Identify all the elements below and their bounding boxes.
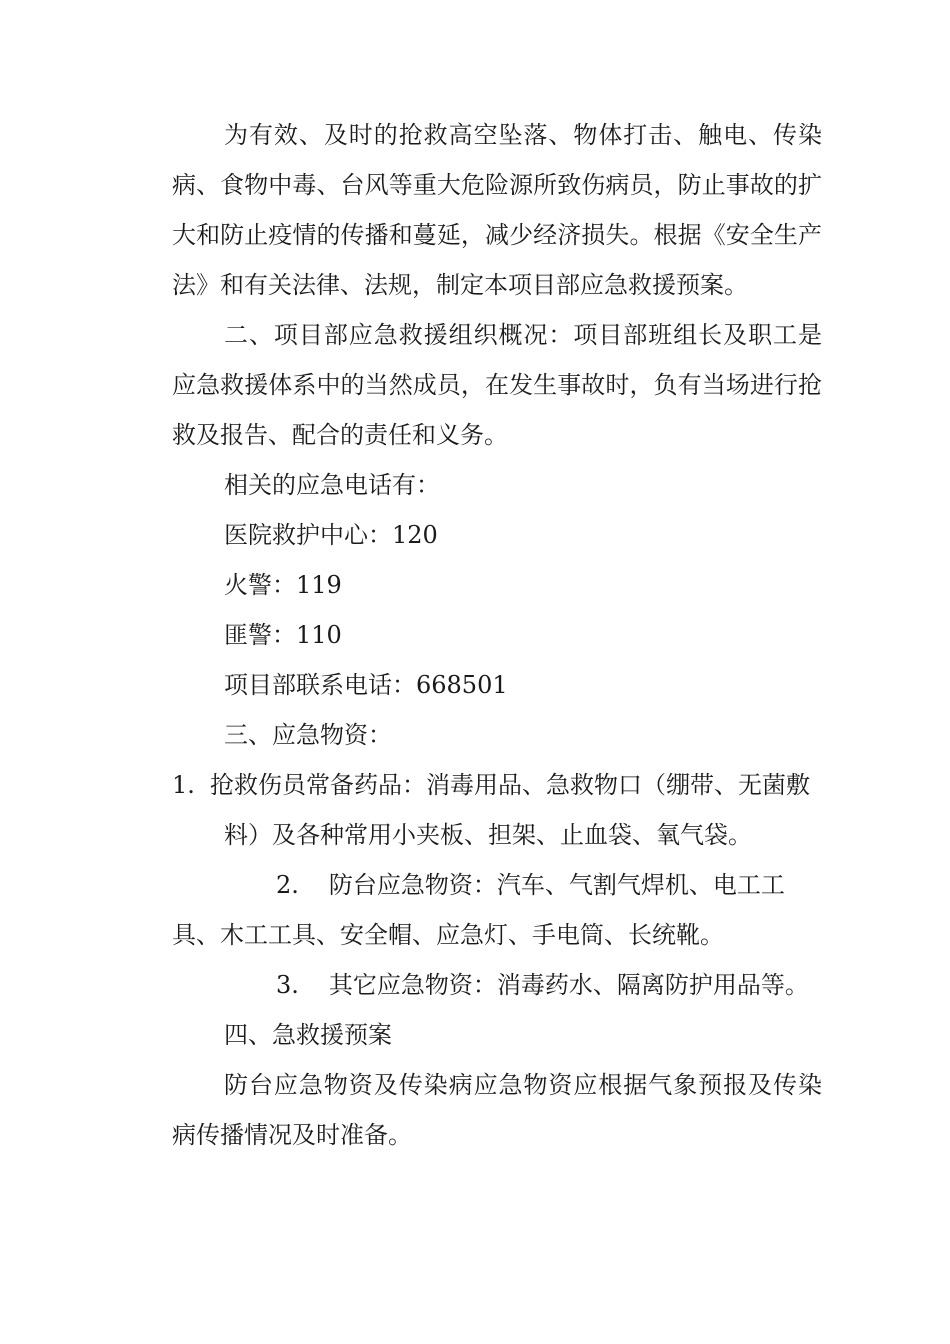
phone-fire: 火警：119 xyxy=(224,571,342,599)
supply-item-1: 1. 抢救伤员常备药品：消毒用品、急救物口（绷带、无菌敷料）及各种常用小夹板、担架、止血袋、氧气袋。 xyxy=(172,771,810,849)
section-2-paragraph: 二、项目部应急救援组织概况：项目部班组长及职工是应急救援体系中的当然成员，在发生事故时，负有当场进行抢救及报告、配合的责任和义务。 xyxy=(172,321,822,449)
emergency-phones-heading: 相关的应急电话有： xyxy=(224,471,440,499)
intro-paragraph: 为有效、及时的抢救高空坠落、物体打击、触电、传染病、食物中毒、台风等重大危险源所致伤病员，防止事故的扩大和防止疫情的传播和蔓延，减少经济损失。根据《安全生产法》和有关法律、法规，制定本项目部应急救援预案。 xyxy=(172,121,822,299)
phone-project: 项目部联系电话：668501 xyxy=(224,671,508,699)
supply-item-3 xyxy=(172,960,822,1010)
phone-hospital: 医院救护中心：120 xyxy=(224,521,438,549)
supply-item-2-text: 防台应急物资：汽车、气割气焊机、电工工具、木工工具、安全帽、应急灯、手电筒、长统靴。 xyxy=(172,871,785,949)
supply-item-3-number: 3. xyxy=(276,971,299,999)
document-body xyxy=(172,110,822,1160)
supply-item-1-text: 抢救伤员常备药品：消毒用品、急救物口（绷带、无菌敷料）及各种常用小夹板、担架、止血袋、氧气袋。 xyxy=(210,771,810,849)
section-4-heading: 四、急救援预案 xyxy=(224,1021,392,1049)
section-3-heading: 三、应急物资： xyxy=(224,721,392,749)
supply-item-3-text: 其它应急物资：消毒药水、隔离防护用品等。 xyxy=(328,971,809,999)
closing-paragraph: 防台应急物资及传染病应急物资应根据气象预报及传染病传播情况及时准备。 xyxy=(172,1071,822,1149)
supply-item-2-number: 2. xyxy=(276,871,299,899)
phone-police: 匪警：110 xyxy=(224,621,342,649)
supply-item-2 xyxy=(172,860,822,960)
